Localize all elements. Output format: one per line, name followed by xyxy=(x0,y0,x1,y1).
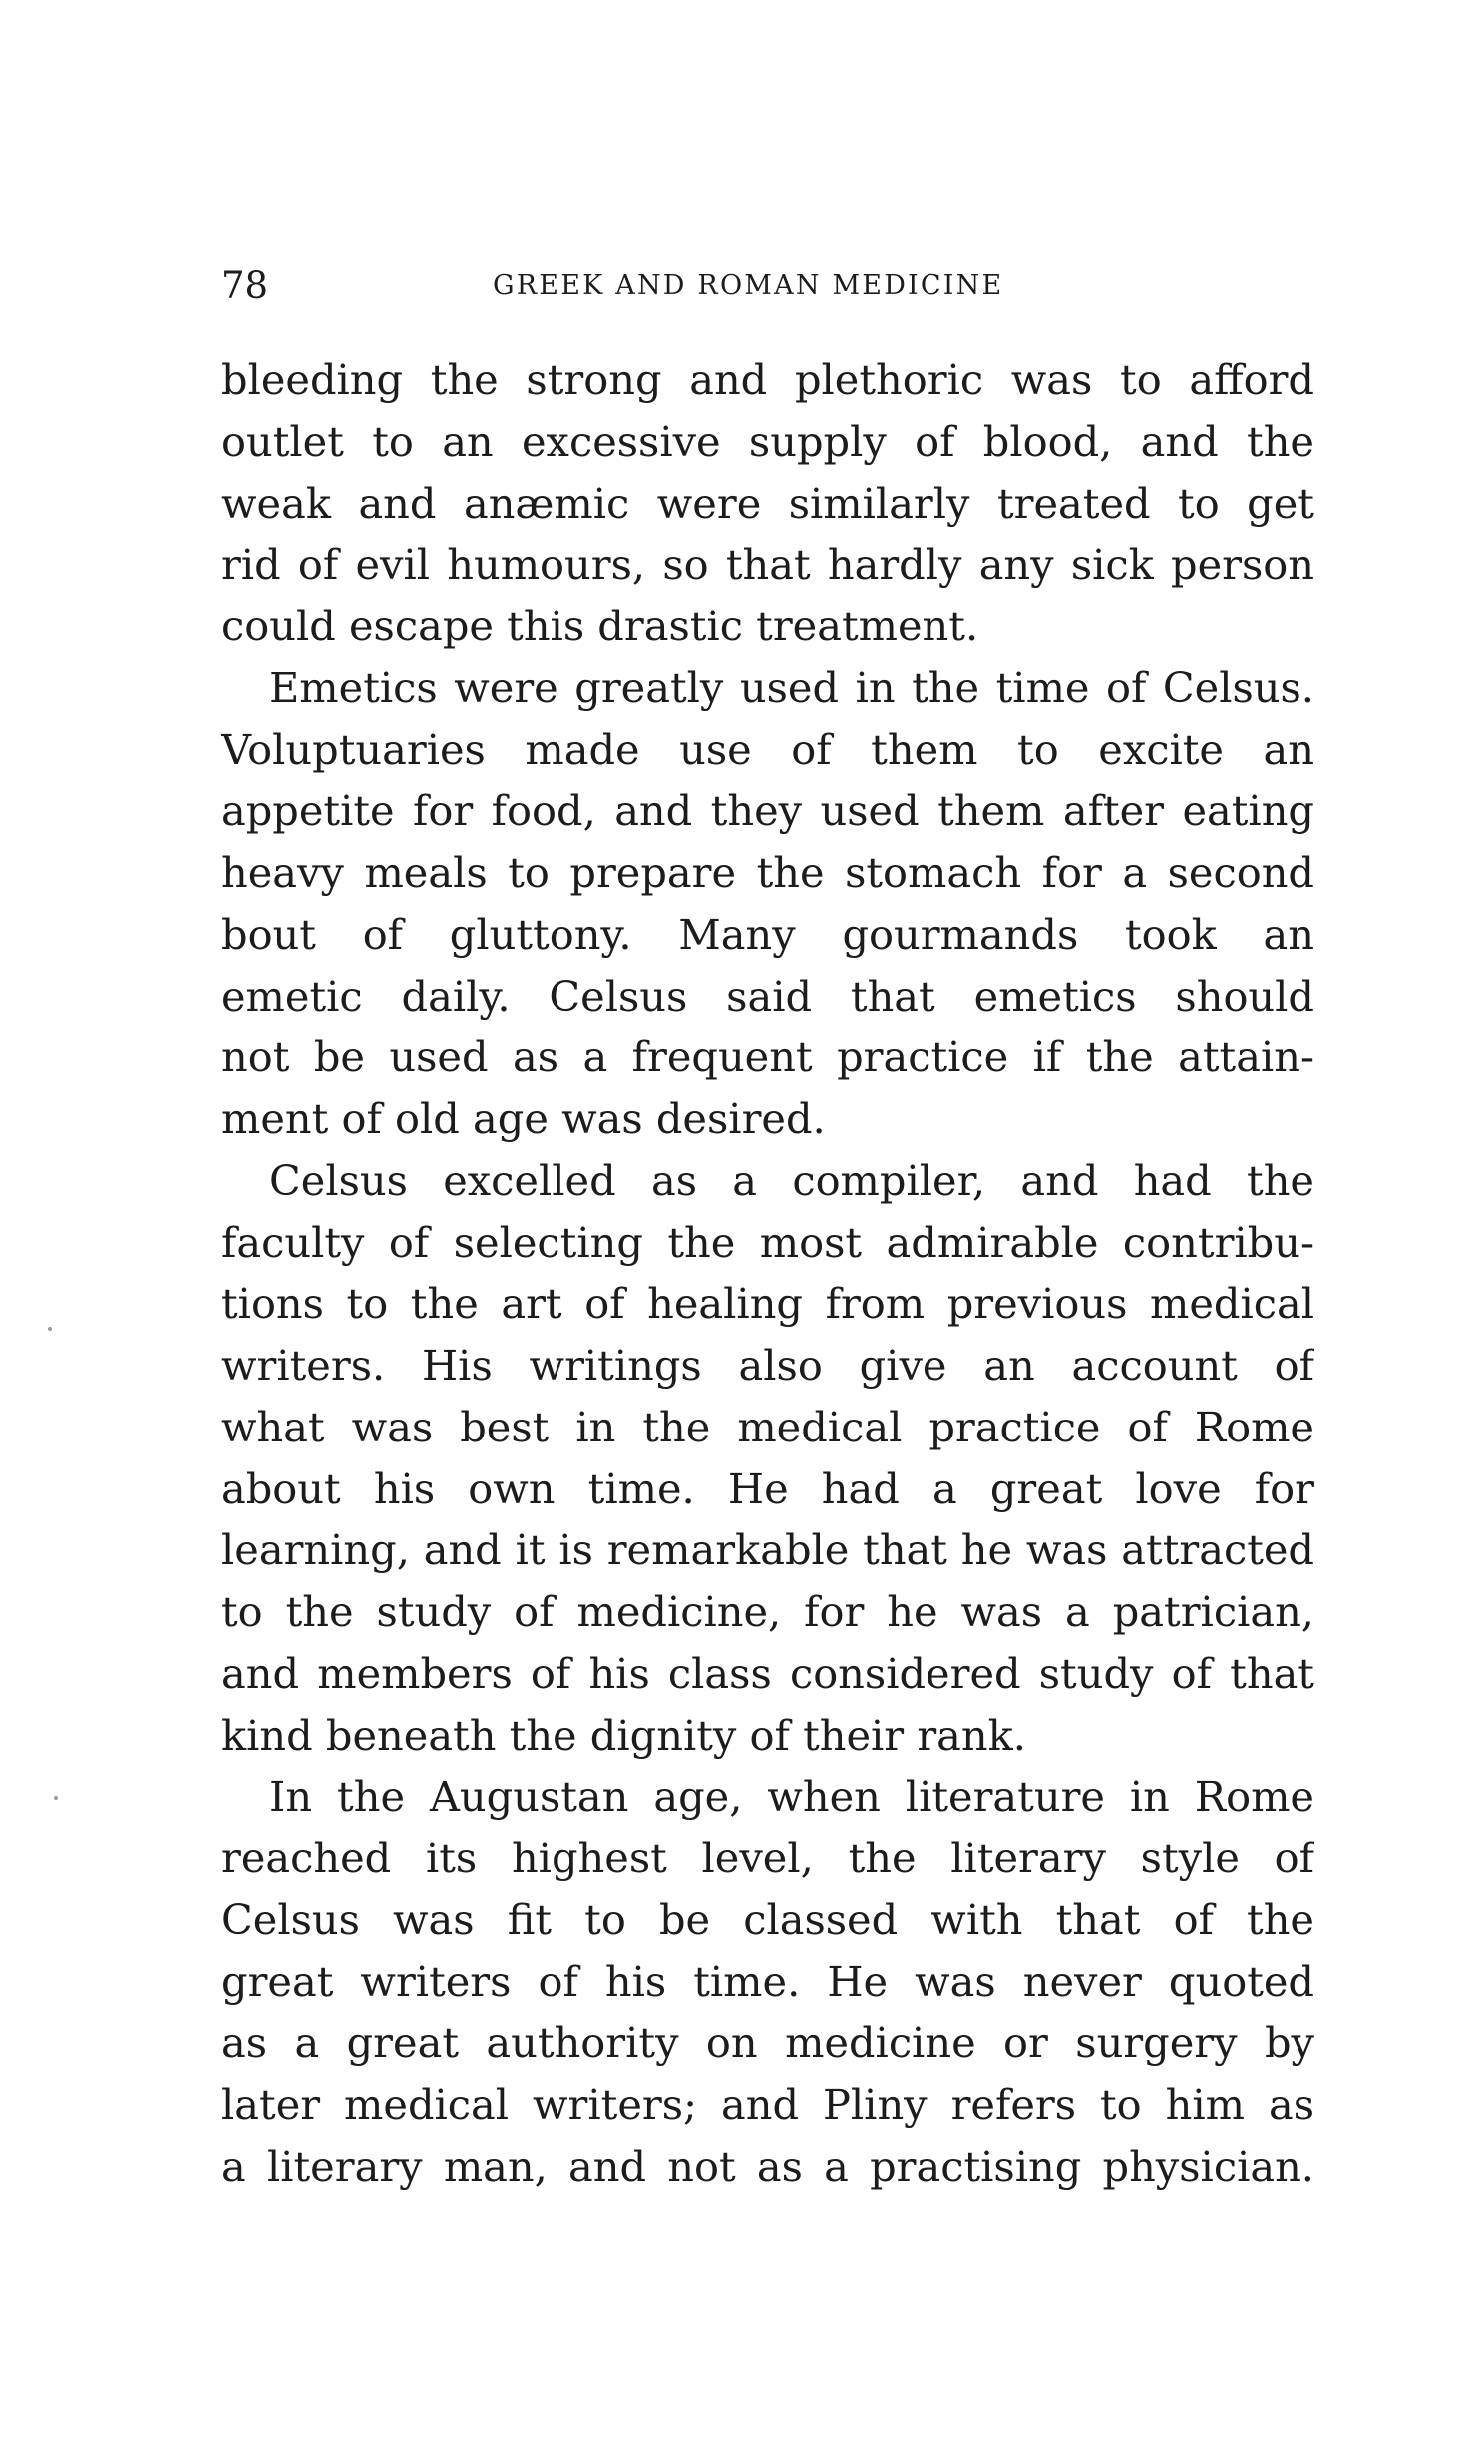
text-line: what was best in the medical practice of Rome xyxy=(221,1402,1314,1451)
text-line: weak and anæmic were similarly treated to get xyxy=(221,478,1314,528)
text-line: writers. His writings also give an account of xyxy=(221,1341,1314,1390)
text-line: Emetics were greatly used in the time of Celsus. xyxy=(269,662,1314,712)
text-line: bout of gluttony. Many gourmands took an xyxy=(221,909,1314,959)
text-line: Voluptuaries made use of them to excite an xyxy=(221,724,1314,774)
text-line: outlet to an excessive supply of blood, and the xyxy=(221,416,1314,466)
text-line: about his own time. He had a great love for xyxy=(221,1463,1314,1513)
paragraph-1 xyxy=(221,349,1314,657)
text-line: reached its highest level, the literary style of xyxy=(221,1834,1314,1882)
text-line: tions to the art of healing from previous medical xyxy=(221,1279,1314,1329)
text-line: and members of his class considered study of that xyxy=(221,1648,1314,1698)
running-head xyxy=(221,261,1314,311)
scan-speck xyxy=(54,1796,58,1800)
paragraph-3 xyxy=(221,1150,1314,1767)
text-line: great writers of his time. He was never quoted xyxy=(221,1956,1314,2006)
text-line: as a great authority on medicine or surgery by xyxy=(221,2018,1314,2068)
text-line: appetite for food, and they used them after eating xyxy=(221,786,1314,836)
text-line: not be used as a frequent practice if the attain- xyxy=(221,1032,1314,1082)
text-line: In the Augustan age, when literature in Rome xyxy=(269,1772,1314,1822)
paragraph-4 xyxy=(221,1766,1314,2197)
text-line: emetic daily. Celsus said that emetics should xyxy=(221,971,1314,1021)
text-line: later medical writers; and Pliny refers to him as xyxy=(221,2080,1314,2129)
running-head-title: GREEK AND ROMAN MEDICINE xyxy=(493,270,1004,301)
text-line: rid of evil humours, so that hardly any sick person xyxy=(221,540,1314,590)
text-line: a literary man, and not as a practising physician. xyxy=(221,2141,1314,2191)
text-line: to the study of medicine, for he was a patrician, xyxy=(221,1587,1314,1636)
paragraph-2 xyxy=(221,657,1314,1150)
text-line: kind beneath the dignity of their rank. xyxy=(221,1710,1026,1760)
text-line: Celsus was fit to be classed with that of the xyxy=(221,1894,1314,1944)
scan-speck xyxy=(48,1327,52,1331)
page-number: 78 xyxy=(221,264,269,307)
body-text xyxy=(221,349,1314,2198)
text-line: faculty of selecting the most admirable contribu- xyxy=(221,1217,1314,1267)
text-line: learning, and it is remarkable that he was attracted xyxy=(221,1525,1314,1575)
text-line: bleeding the strong and plethoric was to afford xyxy=(221,355,1314,404)
text-line: heavy meals to prepare the stomach for a second xyxy=(221,848,1314,897)
text-line: could escape this drastic treatment. xyxy=(221,602,979,650)
text-line: Celsus excelled as a compiler, and had the xyxy=(269,1155,1314,1205)
text-line: ment of old age was desired. xyxy=(221,1094,826,1143)
